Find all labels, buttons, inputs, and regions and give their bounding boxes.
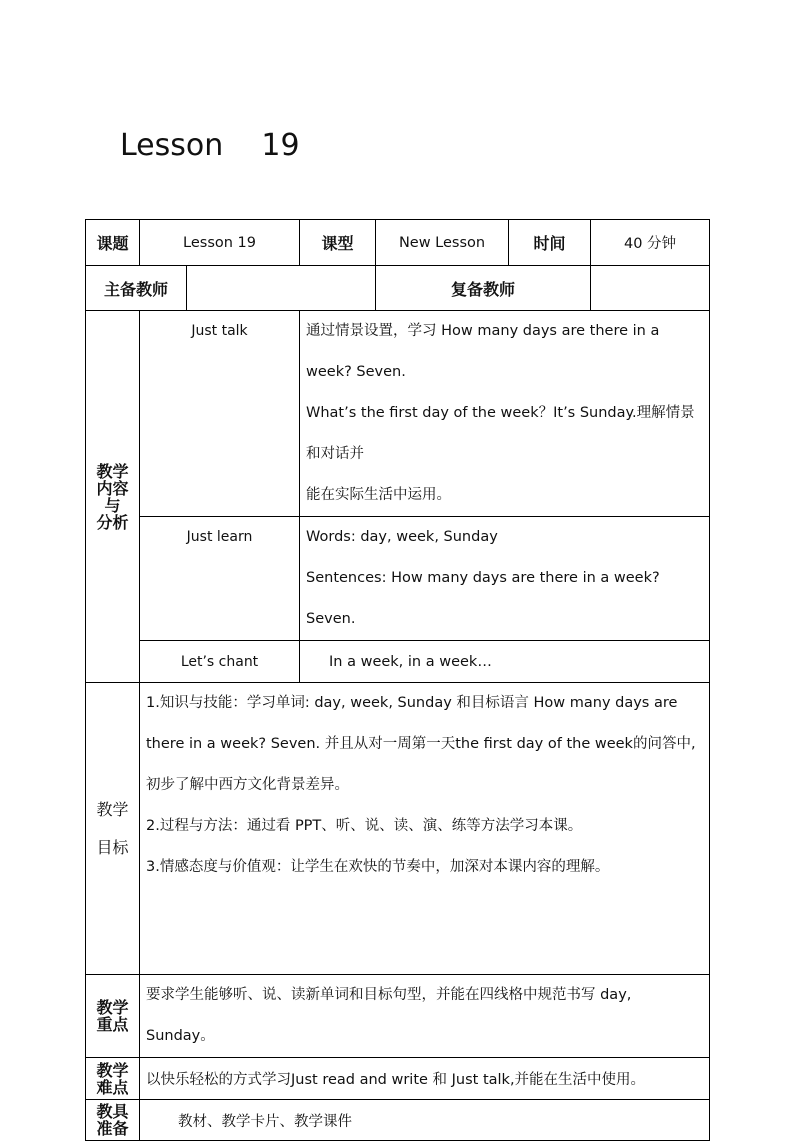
review-teacher-value (591, 266, 710, 311)
key-points-text: 要求学生能够听、说、读新单词和目标句型，并能在四线格中规范书写 day, Sunday。 (140, 975, 710, 1058)
just-learn-label: Just learn (140, 517, 300, 641)
lets-chant-label: Let’s chant (140, 641, 300, 683)
label-time: 时间 (509, 220, 591, 266)
goals-label: 教学 目标 (86, 683, 140, 975)
difficulties-row (86, 1058, 710, 1100)
topic-value: Lesson 19 (140, 220, 300, 266)
just-talk-text: 通过情景设置，学习 How many days are there in a week? Seven. What’s the first day of the week？It’s Sunday.理解情景和对话并 能在实际生活中运用。 (300, 311, 710, 517)
lets-chant-text: In a week, in a week… (300, 641, 710, 683)
goals-row (86, 683, 710, 975)
page-title: Lesson 19 (120, 128, 300, 163)
lesson-plan-table (85, 219, 710, 1141)
content-chant-row (86, 641, 710, 683)
header-row (86, 220, 710, 266)
just-talk-label: Just talk (140, 311, 300, 517)
difficulties-text: 以快乐轻松的方式学习Just read and write 和 Just talk,并能在生活中使用。 (140, 1058, 710, 1100)
difficulties-label: 教学 难点 (86, 1058, 140, 1100)
type-value: New Lesson (376, 220, 509, 266)
goals-text: 1.知识与技能：学习单词: day, week, Sunday 和目标语言 How many days are there in a week? Seven. 并且从对一周第一天the first day of the week的问答中, 初步了解中西方文化背景差异。 2.过程与方法：通过看 PPT、听、说、读、演、练等方法学习本课。 3.情感态度与价值观：让学生在欢快的节奏中，加深对本课内容的理解。 (140, 683, 710, 975)
materials-label: 教具 准备 (86, 1100, 140, 1141)
label-type: 课型 (300, 220, 376, 266)
content-learn-row (86, 517, 710, 641)
materials-row (86, 1100, 710, 1141)
content-label: 教学 内容 与 分析 (86, 311, 140, 683)
label-main-teacher: 主备教师 (86, 266, 187, 311)
just-learn-text: Words: day, week, Sunday Sentences: How many days are there in a week? Seven. (300, 517, 710, 641)
key-points-row (86, 975, 710, 1058)
label-topic: 课题 (86, 220, 140, 266)
label-review-teacher: 复备教师 (376, 266, 591, 311)
teacher-row (86, 266, 710, 311)
materials-text: 教材、教学卡片、教学课件 (140, 1100, 710, 1141)
time-value: 40 分钟 (591, 220, 710, 266)
main-teacher-value (187, 266, 376, 311)
key-points-label: 教学 重点 (86, 975, 140, 1058)
content-talk-row (86, 311, 710, 517)
